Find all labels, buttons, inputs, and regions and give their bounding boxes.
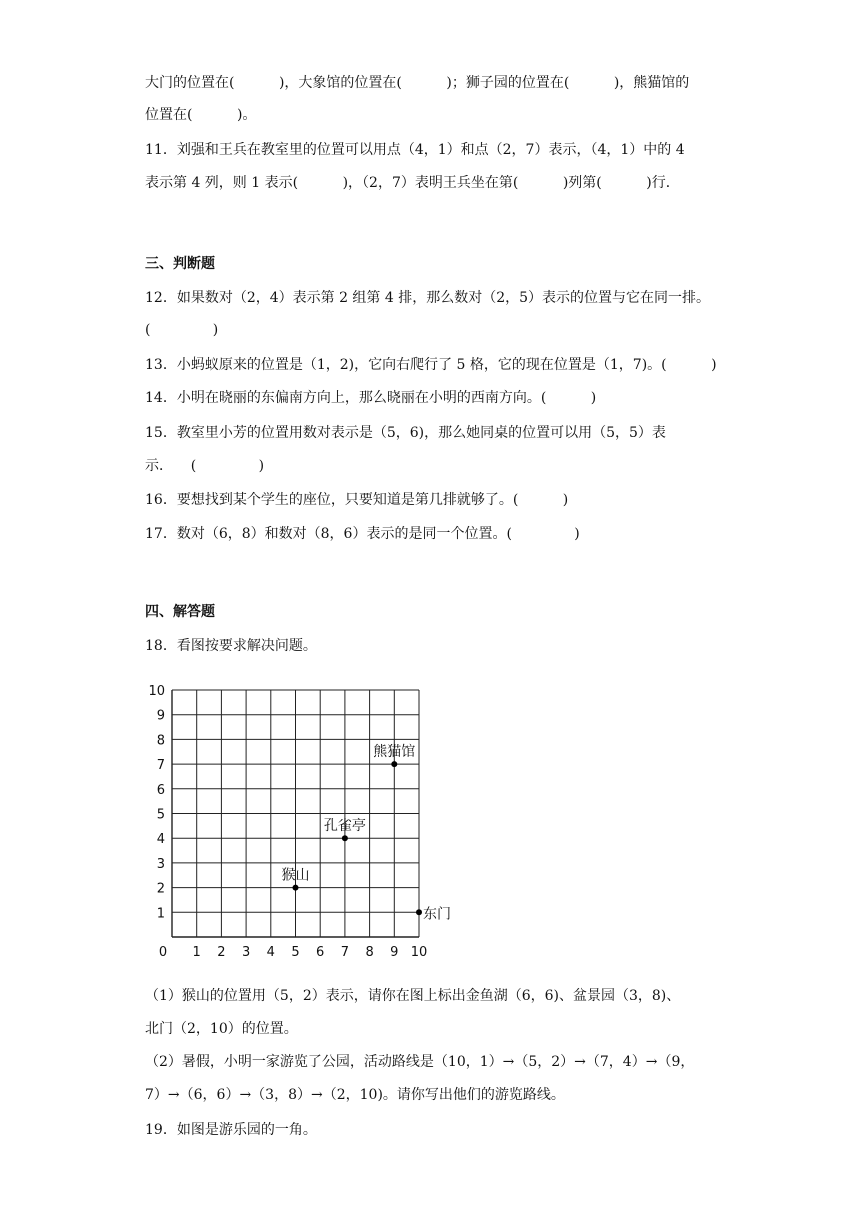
- q18-part1-line1: （1）猴山的位置用（5，2）表示，请你在图上标出金鱼湖（6，6)、盆景园（3，8)、: [145, 988, 681, 1004]
- q10-line1: 大门的位置在( )，大象馆的位置在( )；狮子园的位置在( )，熊猫馆的: [145, 75, 690, 91]
- x-tick-label: 7: [340, 945, 350, 960]
- q18-part1-line2: 北门（2，10）的位置。: [145, 1021, 298, 1037]
- q15-line1: 15．教室里小芳的位置用数对表示是（5，6)，那么她同桌的位置可以用（5，5）表: [145, 425, 666, 441]
- q15-line2: 示． ( ): [145, 458, 265, 474]
- q12-line1: 12．如果数对（2，4）表示第 2 组第 4 排，那么数对（2，5）表示的位置与它在同一排。: [145, 290, 711, 306]
- section-heading-solve: 四、解答题: [145, 604, 215, 620]
- x-tick-label: 6: [316, 945, 325, 960]
- q12-answer-blank: ( ): [145, 322, 219, 338]
- x-tick-label: 4: [266, 945, 275, 960]
- q17: 17．数对（6，8）和数对（8，6）表示的是同一个位置。( ): [145, 526, 580, 542]
- x-tick-label: 9: [390, 945, 399, 960]
- y-tick-label: 3: [156, 856, 165, 872]
- x-tick-label: 5: [291, 945, 300, 960]
- q18-part2-line1: （2）暑假，小明一家游览了公园，活动路线是（10，1）→（5，2）→（7，4）→（9，: [145, 1054, 695, 1070]
- y-tick-label: 6: [156, 782, 165, 798]
- y-tick-label: 8: [156, 733, 165, 749]
- location-point: [416, 909, 422, 915]
- y-tick-label: 1: [156, 906, 165, 922]
- location-label: 猴山: [281, 867, 310, 884]
- section-heading-judgement: 三、判断题: [145, 256, 215, 272]
- y-tick-label: 2: [156, 881, 165, 897]
- location-point: [391, 761, 397, 767]
- location-label: 熊猫馆: [373, 744, 416, 761]
- x-tick-label: 2: [217, 945, 226, 960]
- q19-title: 19．如图是游乐园的一角。: [145, 1122, 317, 1138]
- x-tick-label: 1: [192, 945, 201, 960]
- y-tick-label: 5: [156, 807, 165, 823]
- x-tick-label: 3: [241, 945, 251, 960]
- q11-line1: 11．刘强和王兵在教室里的位置可以用点（4，1）和点（2，7）表示，（4，1）中的 4: [145, 142, 685, 158]
- y-tick-label: 4: [156, 832, 165, 848]
- q11-line2: 表示第 4 列，则 1 表示( )，（2，7）表明王兵坐在第( )列第( )行．: [145, 175, 680, 191]
- q18-part2-line2: 7）→（6，6）→（3，8）→（2，10)。请你写出他们的游览路线。: [145, 1087, 565, 1103]
- x-tick-label: 10: [410, 945, 428, 960]
- y-tick-label: 9: [156, 708, 165, 724]
- x-tick-label: 8: [365, 945, 374, 960]
- x-tick-label: 0: [158, 945, 168, 960]
- q13: 13．小蚂蚁原来的位置是（1，2)，它向右爬行了 5 格，它的现在位置是（1，7)。( ): [145, 357, 717, 373]
- location-point: [342, 835, 348, 841]
- location-label: 东门: [423, 906, 451, 923]
- park-coordinate-grid: [140, 672, 451, 962]
- y-tick-label: 10: [148, 684, 165, 699]
- q16: 16．要想找到某个学生的座位，只要知道是第几排就够了。( ): [145, 492, 569, 508]
- q18-title: 18．看图按要求解决问题。: [145, 638, 317, 654]
- q14: 14．小明在晓丽的东偏南方向上，那么晓丽在小明的西南方向。( ): [145, 390, 597, 406]
- location-label: 孔雀亭: [323, 818, 366, 835]
- q10-line2: 位置在( )。: [145, 107, 257, 123]
- y-tick-label: 7: [156, 758, 165, 774]
- location-point: [293, 885, 299, 891]
